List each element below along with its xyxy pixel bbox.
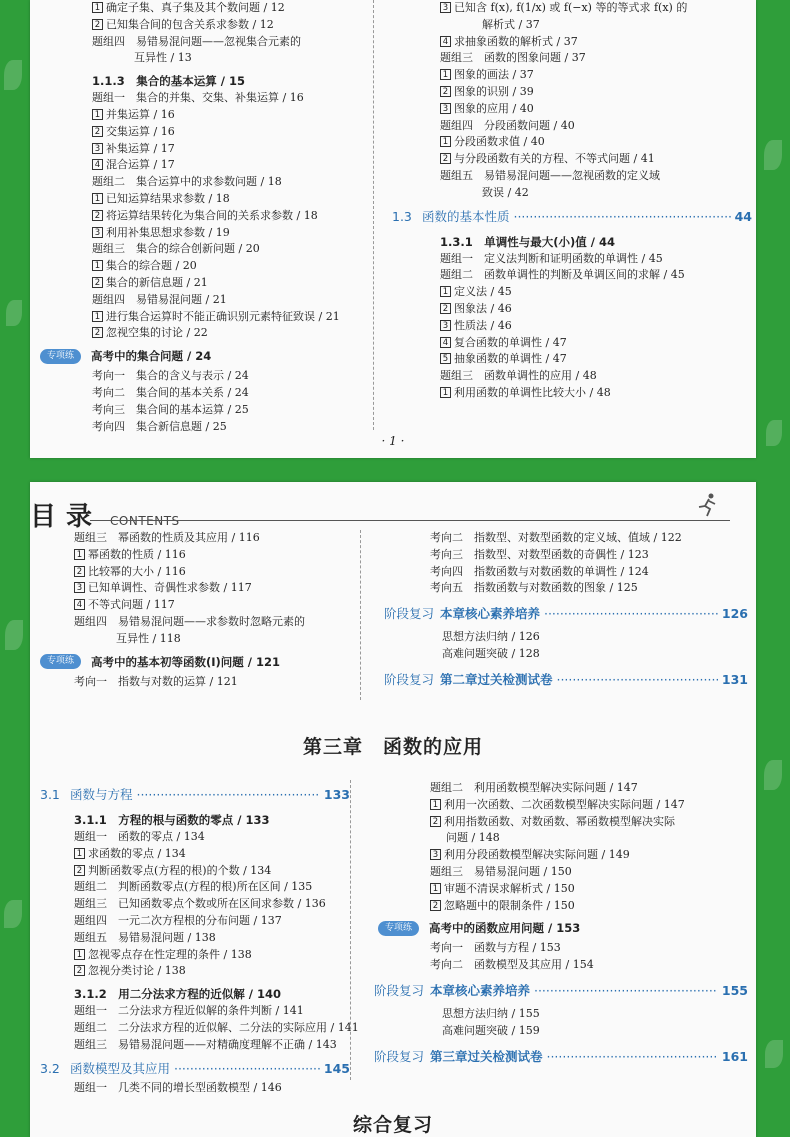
toc-group-entry[interactable]: 考向一 指数与对数的运算 / 121 xyxy=(74,674,238,688)
toc-group-entry[interactable]: 题组三 幂函数的性质及其应用 / 116 xyxy=(74,531,260,544)
toc-entry[interactable] xyxy=(382,284,752,301)
number-box: 1 xyxy=(430,799,441,810)
toc-group-entry[interactable]: 题组五 易错易混问题 / 138 xyxy=(74,930,216,944)
comprehensive-review-title: 综合复习 xyxy=(352,1114,433,1136)
column-divider xyxy=(360,530,361,700)
toc-entry-text: 图象的识别 / 39 xyxy=(454,84,534,98)
review-heading[interactable] xyxy=(358,980,748,1002)
review-title: 本章核心素养培养 ····· xyxy=(440,603,718,625)
toc-entry[interactable] xyxy=(30,325,370,342)
toc-entry[interactable] xyxy=(382,318,752,335)
review-heading[interactable] xyxy=(368,603,748,625)
toc-entry[interactable] xyxy=(30,191,370,208)
toc-entry-text: 图象的画法 / 37 xyxy=(454,68,534,82)
number-box: 1 xyxy=(92,311,103,322)
leaf-decoration xyxy=(764,140,782,170)
toc-entry-text: 利用指数函数、对数函数、幂函数模型解决实际 xyxy=(444,814,675,828)
toc-group-entry[interactable]: 题组一 集合的并集、交集、补集运算 / 16 xyxy=(92,91,304,105)
number-box: 2 xyxy=(74,865,85,876)
toc-entry[interactable] xyxy=(30,846,350,863)
toc-group-entry[interactable]: 题组一 定义法判断和证明函数的单调性 / 45 xyxy=(440,251,663,265)
toc-entry[interactable] xyxy=(30,124,370,141)
toc-entry-text: 与分段函数有关的方程、不等式问题 / 41 xyxy=(454,152,655,166)
toc-page-1 xyxy=(30,0,756,458)
page-ref: 145 xyxy=(323,1060,350,1076)
number-box: 1 xyxy=(430,883,441,894)
toc-group-entry[interactable]: 考向四 集合新信息题 / 25 xyxy=(92,419,227,433)
special-practice-badge: 专项练 xyxy=(40,654,81,669)
toc-entry[interactable] xyxy=(30,208,370,225)
toc-group-entry[interactable]: 考向二 指数型、对数型函数的定义域、值域 / 122 xyxy=(430,531,682,544)
toc-entry[interactable] xyxy=(382,84,752,101)
toc-group-entry[interactable]: 题组四 分段函数问题 / 40 xyxy=(440,118,575,132)
toc-entry[interactable] xyxy=(30,0,370,17)
leaf-decoration xyxy=(4,60,22,90)
toc-column-left xyxy=(30,0,370,435)
review-title: 第三章过关检测试卷 ····· xyxy=(430,1046,718,1068)
toc-entry-continued: 问题 / 148 xyxy=(446,831,500,845)
toc-entry[interactable] xyxy=(382,351,752,368)
chapter-3-title: 第三章 函数的应用 xyxy=(302,736,483,758)
review-tag: 阶段复习 xyxy=(374,1048,425,1064)
section-title: 函数的基本性质 ····· xyxy=(422,206,731,228)
leaf-decoration xyxy=(764,760,782,790)
page-number: · 1 · xyxy=(381,434,405,448)
toc-column-right xyxy=(382,0,752,402)
number-box: 1 xyxy=(440,69,451,80)
column-divider xyxy=(350,780,351,1080)
toc-entry-text: 分段函数求值 / 40 xyxy=(454,135,545,149)
toc-group-entry[interactable]: 题组五 易错易混问题——忽视函数的定义域 xyxy=(440,168,660,182)
toc-group-entry[interactable]: 考向二 函数模型及其应用 / 154 xyxy=(430,958,594,972)
section-number: 3.2 xyxy=(40,1060,60,1076)
number-box: 1 xyxy=(440,136,451,147)
toc-group-entry[interactable]: 考向四 指数函数与对数函数的单调性 / 124 xyxy=(430,564,649,578)
toc-entry-text: 抽象函数的单调性 / 47 xyxy=(454,352,567,366)
toc-group-entry[interactable]: 题组二 判断函数零点(方程的根)所在区间 / 135 xyxy=(74,880,313,894)
number-box: 3 xyxy=(440,2,451,13)
toc-page-2 xyxy=(30,482,756,1137)
toc-entry[interactable] xyxy=(30,141,370,158)
toc-entry-text: 已知含 f(x), f(1/x) 或 f(−x) 等的等式求 f(x) 的 xyxy=(454,1,688,14)
toc-entry-text: 复合函数的单调性 / 47 xyxy=(454,335,567,349)
toc-entry[interactable] xyxy=(30,963,350,980)
toc-entry-text: 性质法 / 46 xyxy=(454,318,512,332)
toc-column-upper-left xyxy=(30,530,360,690)
toc-entry-text: 忽视零点存在性定理的条件 / 138 xyxy=(88,947,252,961)
toc-entry-text: 补集运算 / 17 xyxy=(106,141,175,155)
toc-group-entry[interactable]: 题组三 函数单调性的应用 / 48 xyxy=(440,369,597,383)
toc-group-entry[interactable]: 考向五 指数函数与对数函数的图象 / 125 xyxy=(430,581,638,595)
special-practice-heading[interactable] xyxy=(30,652,360,672)
leaf-decoration xyxy=(5,620,23,650)
special-practice-heading[interactable] xyxy=(358,918,748,938)
number-box: 3 xyxy=(440,320,451,331)
special-practice-badge: 专项练 xyxy=(40,349,81,364)
page-ref: 155 xyxy=(721,982,748,998)
toc-group-entry[interactable]: 题组二 利用函数模型解决实际问题 / 147 xyxy=(430,781,638,794)
number-box: 2 xyxy=(92,126,103,137)
review-item[interactable]: 高难问题突破 / 128 xyxy=(442,646,540,660)
review-tag: 阶段复习 xyxy=(374,982,425,998)
toc-group-entry[interactable]: 题组四 易错易混问题——忽视集合元素的 xyxy=(92,34,301,48)
leaf-decoration xyxy=(765,1040,783,1068)
toc-entry[interactable] xyxy=(358,797,748,814)
toc-entry-text: 求抽象函数的解析式 / 37 xyxy=(454,34,578,48)
number-box: 2 xyxy=(92,19,103,30)
number-box: 3 xyxy=(92,227,103,238)
toc-entry[interactable] xyxy=(30,547,360,564)
toc-entry[interactable] xyxy=(30,564,360,581)
page-ref: 161 xyxy=(721,1048,748,1064)
subsection-heading[interactable]: 1.3.1 单调性与最大(小)值 / 44 xyxy=(440,234,615,249)
toc-group-entry[interactable]: 题组二 函数单调性的判断及单调区间的求解 / 45 xyxy=(440,268,685,282)
section-title: 函数与方程 ····· xyxy=(70,784,320,806)
toc-entry-text: 利用一次函数、二次函数模型解决实际问题 / 147 xyxy=(444,797,685,811)
toc-group-entry[interactable]: 题组四 一元二次方程根的分布问题 / 137 xyxy=(74,913,282,927)
review-item[interactable]: 思想方法归纳 / 126 xyxy=(442,630,540,644)
number-box: 3 xyxy=(74,582,85,593)
toc-entry[interactable] xyxy=(30,17,370,34)
section-title: 函数模型及其应用 ····· xyxy=(70,1058,320,1080)
toc-column-lower-right xyxy=(358,780,748,1072)
review-heading[interactable] xyxy=(358,1046,748,1068)
number-box: 2 xyxy=(430,900,441,911)
toc-entry-text: 比较幂的大小 / 116 xyxy=(88,564,186,578)
section-heading[interactable] xyxy=(30,1058,350,1080)
number-box: 3 xyxy=(430,849,441,860)
number-box: 2 xyxy=(92,327,103,338)
special-practice-title: 高考中的函数应用问题 / 153 xyxy=(429,921,581,936)
toc-entry-text: 混合运算 / 17 xyxy=(106,158,175,172)
toc-entry-text: 利用补集思想求参数 / 19 xyxy=(106,225,230,239)
toc-group-entry[interactable]: 题组三 易错易混问题——对精确度理解不正确 / 143 xyxy=(74,1037,337,1051)
subsection-heading[interactable]: 3.1.1 方程的根与函数的零点 / 133 xyxy=(74,813,270,827)
number-box: 1 xyxy=(92,260,103,271)
section-number: 1.3 xyxy=(392,208,412,224)
special-practice-heading[interactable] xyxy=(30,346,370,366)
number-box: 1 xyxy=(92,193,103,204)
number-box: 2 xyxy=(430,816,441,827)
page-ref: 131 xyxy=(721,671,748,687)
subsection-heading[interactable]: 1.1.3 集合的基本运算 / 15 xyxy=(92,74,245,89)
toc-entry-text: 集合的综合题 / 20 xyxy=(106,259,197,273)
number-box: 1 xyxy=(440,387,451,398)
toc-entry[interactable] xyxy=(30,107,370,124)
toc-group-entry[interactable]: 考向三 指数型、对数型函数的奇偶性 / 123 xyxy=(430,547,649,561)
toc-group-entry[interactable]: 题组二 集合运算中的求参数问题 / 18 xyxy=(92,175,282,189)
toc-group-entry[interactable]: 题组三 易错易混问题 / 150 xyxy=(430,864,572,878)
toc-entry[interactable] xyxy=(30,225,370,242)
toc-entry-continued: 解析式 / 37 xyxy=(482,17,540,31)
toc-entry[interactable] xyxy=(382,335,752,352)
toc-entry[interactable] xyxy=(358,898,748,915)
review-tag: 阶段复习 xyxy=(384,671,435,687)
special-practice-title: 高考中的集合问题 / 24 xyxy=(91,349,212,364)
number-box: 2 xyxy=(74,965,85,976)
number-box: 1 xyxy=(74,848,85,859)
special-practice-badge: 专项练 xyxy=(378,921,419,936)
review-heading[interactable] xyxy=(368,669,748,691)
toc-group-entry[interactable]: 题组四 易错易混问题 / 21 xyxy=(92,292,227,306)
number-box: 3 xyxy=(92,143,103,154)
toc-entry-continued: 互异性 / 118 xyxy=(116,631,181,645)
toc-group-entry[interactable]: 考向一 函数与方程 / 153 xyxy=(430,941,561,955)
toc-entry[interactable] xyxy=(30,947,350,964)
toc-entry-text: 将运算结果转化为集合间的关系求参数 / 18 xyxy=(106,208,318,222)
toc-entry-text: 进行集合运算时不能正确识别元素特征致误 / 21 xyxy=(106,309,340,323)
toc-entry-text: 利用函数的单调性比较大小 / 48 xyxy=(454,385,611,399)
number-box: 2 xyxy=(440,153,451,164)
review-tag: 阶段复习 xyxy=(384,606,435,622)
column-divider xyxy=(373,0,374,430)
page-ref: 126 xyxy=(721,606,748,622)
toc-entry[interactable] xyxy=(382,0,752,17)
toc-column-lower-left xyxy=(30,780,359,1096)
runner-icon xyxy=(694,492,720,524)
leaf-decoration xyxy=(766,420,782,446)
toc-entry-text: 交集运算 / 16 xyxy=(106,124,175,138)
toc-subtitle: CONTENTS xyxy=(110,514,180,528)
number-box: 1 xyxy=(92,109,103,120)
number-box: 4 xyxy=(92,159,103,170)
toc-entry-continued: 致误 / 42 xyxy=(482,185,529,199)
number-box: 2 xyxy=(92,277,103,288)
review-item[interactable]: 高难问题突破 / 159 xyxy=(442,1023,540,1037)
number-box: 1 xyxy=(74,949,85,960)
toc-entry-text: 集合的新信息题 / 21 xyxy=(106,275,208,289)
toc-entry[interactable] xyxy=(382,301,752,318)
toc-entry[interactable] xyxy=(382,134,752,151)
toc-group-entry[interactable]: 题组三 集合的综合创新问题 / 20 xyxy=(92,242,260,256)
toc-entry[interactable] xyxy=(382,34,752,51)
number-box: 2 xyxy=(440,86,451,97)
review-title: 第二章过关检测试卷 ····· xyxy=(440,669,718,691)
toc-entry-continued: 互异性 / 13 xyxy=(134,51,192,65)
review-title: 本章核心素养培养 ····· xyxy=(430,980,718,1002)
toc-entry-text: 幂函数的性质 / 116 xyxy=(88,547,186,561)
section-number: 3.1 xyxy=(40,787,60,802)
toc-group-entry[interactable]: 考向一 集合的含义与表示 / 24 xyxy=(92,369,249,383)
toc-entry-text: 已知集合间的包含关系求参数 / 12 xyxy=(106,17,274,31)
number-box: 2 xyxy=(440,303,451,314)
toc-title: 目录 xyxy=(30,502,103,532)
number-box: 2 xyxy=(92,210,103,221)
special-practice-title: 高考中的基本初等函数(Ⅰ)问题 / 121 xyxy=(91,654,281,669)
toc-group-entry[interactable]: 题组一 几类不同的增长型函数模型 / 146 xyxy=(74,1080,282,1094)
toc-entry-text: 图象法 / 46 xyxy=(454,301,512,315)
number-box: 4 xyxy=(440,337,451,348)
toc-group-entry[interactable]: 考向三 集合间的基本运算 / 25 xyxy=(92,402,249,416)
toc-entry[interactable] xyxy=(30,309,370,326)
toc-group-entry[interactable]: 题组三 函数的图象问题 / 37 xyxy=(440,51,586,65)
toc-entry[interactable] xyxy=(358,847,748,864)
toc-entry-text: 已知单调性、奇偶性求参数 / 117 xyxy=(88,581,252,595)
toc-entry[interactable] xyxy=(382,67,752,84)
number-box: 5 xyxy=(440,353,451,364)
toc-entry-text: 图象的应用 / 40 xyxy=(454,101,534,115)
number-box: 1 xyxy=(92,2,103,13)
number-box: 2 xyxy=(74,566,85,577)
number-box: 4 xyxy=(440,36,451,47)
section-heading[interactable] xyxy=(30,784,350,806)
page-ref: 133 xyxy=(323,787,350,802)
leaf-decoration xyxy=(4,900,22,928)
number-box: 3 xyxy=(440,103,451,114)
toc-entry-text: 判断函数零点(方程的根)的个数 / 134 xyxy=(88,863,272,877)
toc-column-upper-right xyxy=(368,530,748,695)
toc-entry[interactable] xyxy=(30,258,370,275)
number-box: 1 xyxy=(74,549,85,560)
toc-group-entry[interactable]: 题组四 易错易混问题——求参数时忽略元素的 xyxy=(74,614,305,628)
toc-entry-text: 求函数的零点 / 134 xyxy=(88,846,186,860)
section-heading[interactable] xyxy=(382,206,752,228)
toc-group-entry[interactable]: 题组二 二分法求方程的近似解、二分法的实际应用 / 141 xyxy=(74,1020,359,1034)
toc-group-entry[interactable]: 题组三 已知函数零点个数或所在区间求参数 / 136 xyxy=(74,897,326,911)
toc-entry[interactable] xyxy=(30,157,370,174)
number-box: 4 xyxy=(74,599,85,610)
toc-entry[interactable] xyxy=(30,597,360,614)
toc-entry[interactable] xyxy=(358,814,748,831)
toc-entry[interactable] xyxy=(30,580,360,597)
subsection-heading[interactable]: 3.1.2 用二分法求方程的近似解 / 140 xyxy=(74,987,281,1002)
toc-entry-text: 忽视分类讨论 / 138 xyxy=(88,964,186,978)
review-item[interactable]: 思想方法归纳 / 155 xyxy=(442,1006,540,1020)
toc-group-entry[interactable]: 考向二 集合间的基本关系 / 24 xyxy=(92,385,249,399)
toc-entry[interactable] xyxy=(382,385,752,402)
toc-entry-text: 审题不清误求解析式 / 150 xyxy=(444,881,575,895)
header-rule xyxy=(90,520,730,521)
toc-entry[interactable] xyxy=(30,275,370,292)
toc-entry-text: 定义法 / 45 xyxy=(454,285,512,299)
toc-entry[interactable] xyxy=(382,101,752,118)
toc-header xyxy=(30,496,180,533)
toc-entry-text: 并集运算 / 16 xyxy=(106,107,175,121)
page-ref: 44 xyxy=(734,208,752,224)
toc-group-entry[interactable]: 题组一 函数的零点 / 134 xyxy=(74,830,205,843)
toc-entry-text: 忽视空集的讨论 / 22 xyxy=(106,326,208,340)
toc-entry-text: 已知运算结果求参数 / 18 xyxy=(106,191,230,205)
number-box: 1 xyxy=(440,286,451,297)
toc-entry[interactable] xyxy=(358,881,748,898)
toc-entry[interactable] xyxy=(30,863,350,880)
toc-entry-text: 忽略题中的限制条件 / 150 xyxy=(444,898,575,912)
toc-entry-text: 确定子集、真子集及其个数问题 / 12 xyxy=(106,1,285,14)
toc-group-entry[interactable]: 题组一 二分法求方程近似解的条件判断 / 141 xyxy=(74,1004,304,1018)
toc-entry-text: 不等式问题 / 117 xyxy=(88,598,175,612)
leaf-decoration xyxy=(6,300,22,326)
toc-entry[interactable] xyxy=(382,151,752,168)
toc-entry-text: 利用分段函数模型解决实际问题 / 149 xyxy=(444,848,630,862)
